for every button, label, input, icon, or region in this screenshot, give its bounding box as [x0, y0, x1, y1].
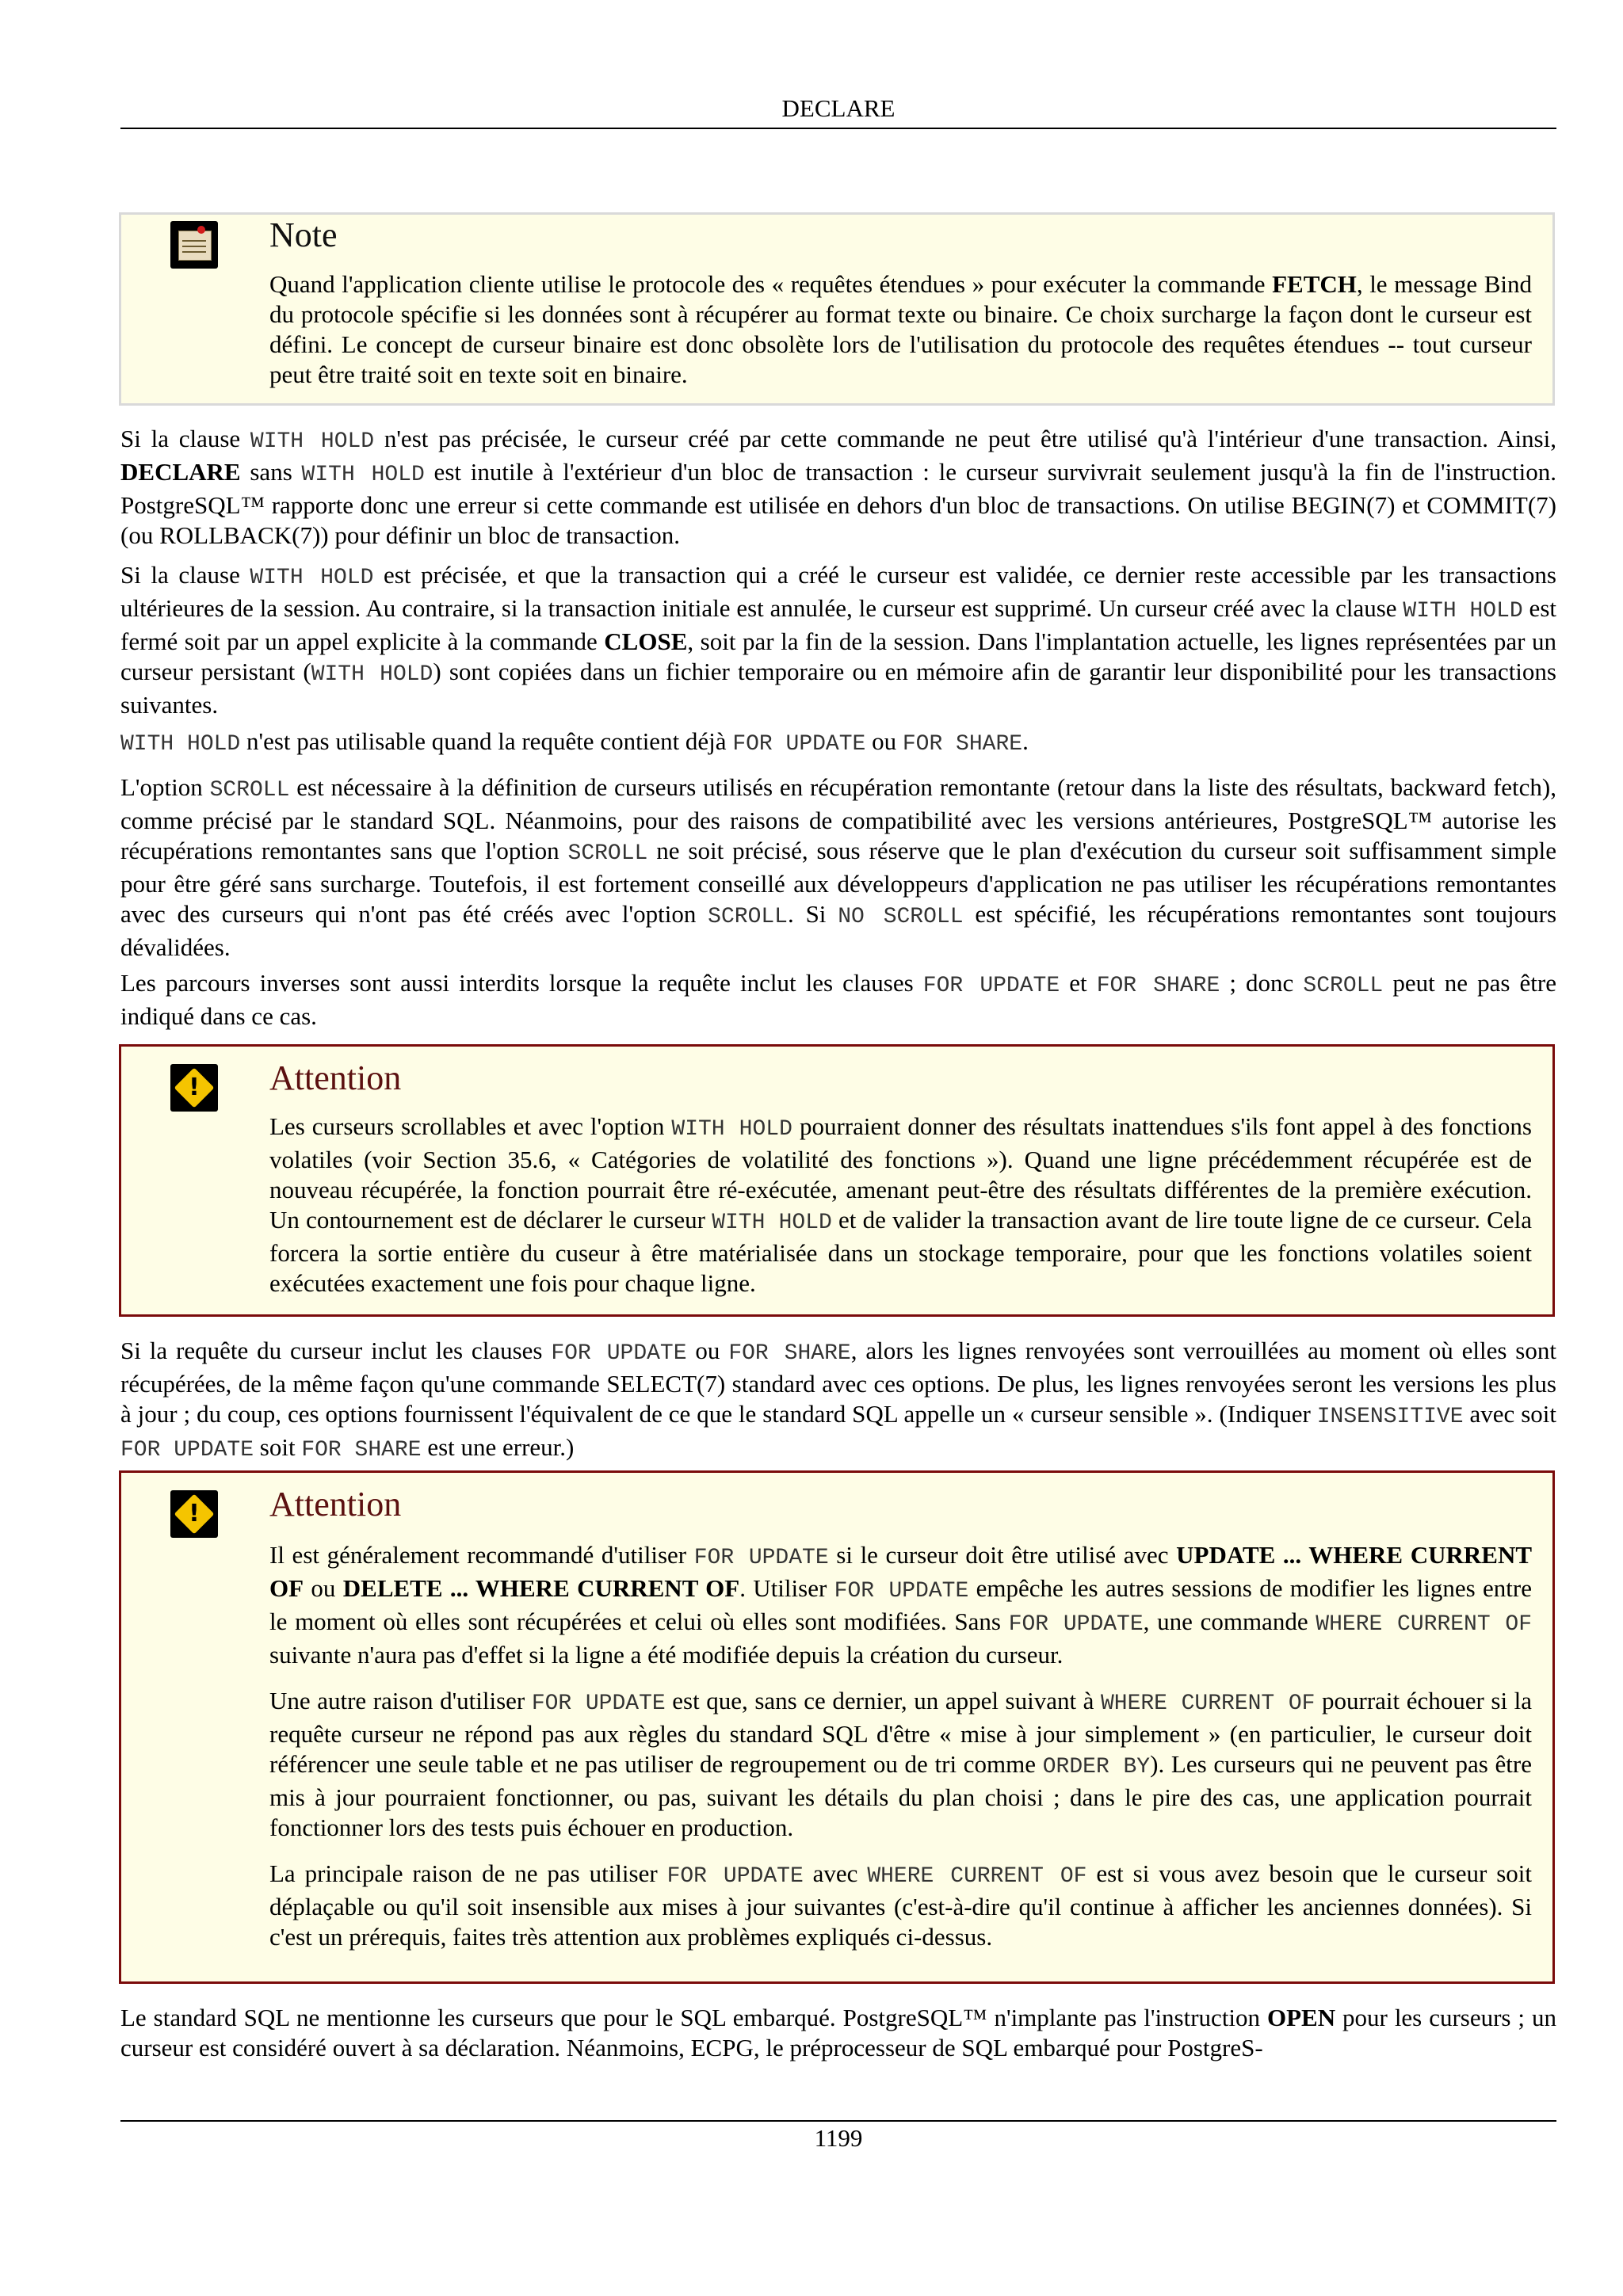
inline-code: WHERE CURRENT OF	[1100, 1691, 1316, 1716]
attention-box-for-update	[119, 1470, 1555, 1984]
attention-box-volatile	[119, 1044, 1555, 1317]
inline-code: FOR UPDATE	[120, 1438, 254, 1463]
page-number: 1199	[814, 2124, 863, 2152]
attention-paragraph: Il est généralement recommandé d'utiliser FOR UPDATE si le curseur doit être utilisé avec UPDATE ... WHERE CURRENT OF ou DELETE ... WHERE CURRENT OF. Utiliser FOR UPDATE empêche les autres sessions de modifier les lignes entre le moment où elles sont récupérées et celui où elles sont modifiées. Sans FOR UPDATE, une commande WHERE CURRENT OF suivante n'aura pas d'effet si la ligne a été modifiée depuis la création du curseur.	[269, 1541, 1533, 1669]
running-header: DECLARE	[781, 94, 896, 122]
bold-term: DELETE ... WHERE CURRENT OF	[342, 1574, 740, 1602]
inline-code: WITH HOLD	[250, 566, 374, 590]
inline-code: FOR UPDATE	[551, 1341, 687, 1366]
inline-code: FOR UPDATE	[1008, 1612, 1144, 1637]
paragraph-with-hold: Si la clause WITH HOLD n'est pas précisée, le curseur créé par cette commande ne peut être utilisé qu'à l'intérieur d'une transaction. Ainsi, DECLARE sans WITH HOLD est inutile à l'extérieur d'un bloc de transaction : le curseur survivrait seulement jusqu'à la fin de l'instruction. PostgreSQL™ rapporte donc une erreur si cette commande est utilisée en dehors d'un bloc de transactions. On utilise BEGIN(7) et COMMIT(7) (ou ROLLBACK(7)) pour définir un bloc de transaction.	[120, 425, 1556, 549]
bold-term: DECLARE	[120, 458, 241, 486]
footer-rule	[120, 2120, 1556, 2122]
warning-icon: !	[170, 1064, 218, 1112]
inline-code: WITH HOLD	[311, 662, 433, 687]
inline-code: WHERE CURRENT OF	[867, 1864, 1087, 1889]
header-rule	[120, 128, 1556, 129]
attention-title: Attention	[269, 1058, 402, 1097]
paragraph-for-update-verrouillage: Si la requête du curseur inclut les clauses FOR UPDATE ou FOR SHARE, alors les lignes renvoyées sont verrouillées au moment où elles sont récupérées, de la même façon qu'une commande SELECT(7) standard avec ces options. De plus, les lignes renvoyées seront les versions les plus à jour ; du coup, ces options fournissent l'équivalent de ce que le standard SQL appelle un « curseur sensible ». (Indiquer INSENSITIVE avec soit FOR UPDATE soit FOR SHARE est une erreur.)	[120, 1337, 1556, 1463]
inline-code: FOR UPDATE	[693, 1546, 829, 1570]
bold-term: CLOSE	[604, 627, 688, 655]
bold-term: FETCH	[1272, 270, 1357, 298]
attention-text	[269, 1540, 1532, 1968]
paragraph-scroll: L'option SCROLL est nécessaire à la définition de curseurs utilisés en récupération remontante (retour dans la liste des résultats, backward fetch), comme précisé par le standard SQL. Néanmoins, pour des raisons de compatibilité avec les versions antérieures, PostgreSQL™ autorise les récupérations remontantes sans que l'option SCROLL ne soit précisé, sous réserve que le plan d'exécution du curseur soit suffisamment simple pour être géré sans surcharge. Toutefois, il est fortement conseillé aux développeurs d'application ne pas utiliser les récupérations remontantes avec des curseurs qui n'ont pas été créés avec l'option SCROLL. Si NO SCROLL est spécifié, les récupérations remontantes sont toujours dévalidées.	[120, 773, 1557, 961]
attention-paragraph: Une autre raison d'utiliser FOR UPDATE est que, sans ce dernier, un appel suivant à WHERE CURRENT OF pourrait échouer si la requête curseur ne répond pas aux règles du standard SQL d'être « mise à jour simplement » (en particulier, le curseur doit référencer une seule table et ne pas utiliser de regroupement ou de tri comme ORDER BY). Les curseurs qui ne peuvent pas être mis à jour pourraient fonctionner, ou pas, suivant les détails du plan choisi ; dans le pire des cas, une application pourrait fonctionner lors des tests puis échouer en production.	[269, 1687, 1533, 1841]
inline-code: FOR SHARE	[728, 1341, 851, 1366]
paragraph-with-hold-precisee: Si la clause WITH HOLD est précisée, et que la transaction qui a créé le curseur est validée, ce dernier reste accessible par les transactions ultérieures de la session. Au contraire, si la transaction initiale est annulée, le curseur est supprimé. Un curseur créé avec la clause WITH HOLD est fermé soit par un appel explicite à la commande CLOSE, soit par la fin de la session. Dans l'implantation actuelle, les lignes représentées par un curseur persistant (WITH HOLD) sont copiées dans un fichier temporaire ou en mémoire afin de garantir leur disponibilité pour les transactions suivantes.	[120, 561, 1556, 719]
attention-text	[269, 1112, 1532, 1314]
attention-title: Attention	[269, 1485, 402, 1524]
paragraph-with-hold-for-update: WITH HOLD n'est pas utilisable quand la requête contient déjà FOR UPDATE ou FOR SHARE.	[120, 727, 1029, 757]
note-text: Quand l'application cliente utilise le protocole des « requêtes étendues » pour exécuter la commande FETCH, le message Bind du protocole spécifie si les données sont à récupérer au format texte ou binaire. Ce choix surcharge la façon dont le curseur est défini. Le concept de curseur binaire est donc obsolète lors de l'utilisation du protocole des requêtes étendues -- tout curseur peut être traité soit en texte soit en binaire.	[269, 270, 1532, 388]
attention-paragraph: Les curseurs scrollables et avec l'option WITH HOLD pourraient donner des résultats inattendues s'ils font appel à des fonctions volatiles (voir Section 35.6, « Catégories de volatilité des fonctions »). Quand une ligne précédemment récupérée est de nouveau récupérée, la fonction pourrait être ré-exécutée, amenant peut-être des résultats différentes de la première exécution. Un contournement est de déclarer le curseur WITH HOLD et de valider la transaction avant de lire toute ligne de ce curseur. Cela forcera la sortie entière du cuseur à être matérialisée dans un stockage temporaire, pour que les fonctions volatiles soient exécutées exactement une fois pour chaque ligne.	[269, 1112, 1532, 1297]
inline-code: WITH HOLD	[120, 732, 241, 757]
inline-code: WITH HOLD	[250, 429, 375, 454]
inline-code: FOR SHARE	[1096, 974, 1220, 998]
inline-code: WHERE CURRENT OF	[1316, 1612, 1533, 1637]
note-title: Note	[269, 215, 338, 254]
inline-code: SCROLL	[209, 778, 290, 803]
paragraph-standard-sql: Le standard SQL ne mentionne les curseurs que pour le SQL embarqué. PostgreSQL™ n'implante pas l'instruction OPEN pour les curseurs ; un curseur est considéré ouvert à sa déclaration. Néanmoins, ECPG, le préprocesseur de SQL embarqué pour PostgreS-	[120, 2004, 1556, 2061]
paragraph-parcours-inverses: Les parcours inverses sont aussi interdits lorsque la requête inclut les clauses FOR UPDATE et FOR SHARE ; donc SCROLL peut ne pas être indiqué dans ce cas.	[120, 969, 1556, 1030]
bold-term: OPEN	[1266, 2004, 1336, 2031]
inline-code: INSENSITIVE	[1316, 1405, 1464, 1429]
inline-code: FOR UPDATE	[666, 1864, 804, 1889]
inline-code: SCROLL	[1303, 974, 1384, 998]
inline-code: FOR SHARE	[301, 1438, 422, 1463]
warning-icon: !	[170, 1490, 218, 1538]
note-icon	[170, 221, 218, 269]
inline-code: SCROLL	[567, 841, 648, 866]
inline-code: FOR UPDATE	[531, 1691, 666, 1716]
inline-code: FOR UPDATE	[834, 1579, 969, 1604]
inline-code: ORDER BY	[1042, 1755, 1151, 1779]
bold-term: UPDATE ... WHERE CURRENT OF	[269, 1541, 1533, 1602]
inline-code: WITH HOLD	[671, 1117, 792, 1142]
inline-code: WITH HOLD	[1403, 599, 1523, 624]
inline-code: FOR UPDATE	[732, 732, 866, 757]
inline-code: WITH HOLD	[712, 1211, 832, 1235]
inline-code: WITH HOLD	[301, 463, 425, 487]
inline-code: NO SCROLL	[838, 905, 964, 929]
inline-code: FOR SHARE	[902, 732, 1023, 757]
inline-code: FOR UPDATE	[922, 974, 1060, 998]
note-box	[119, 212, 1555, 406]
attention-paragraph: La principale raison de ne pas utiliser FOR UPDATE avec WHERE CURRENT OF est si vous avez besoin que le curseur soit déplaçable ou qu'il soit insensible aux mises à jour suivantes (c'est-à-dire qu'il continue à afficher les anciennes données). Si c'est un prérequis, faites très attention aux problèmes expliqués ci-dessus.	[269, 1859, 1532, 1951]
inline-code: SCROLL	[708, 905, 788, 929]
